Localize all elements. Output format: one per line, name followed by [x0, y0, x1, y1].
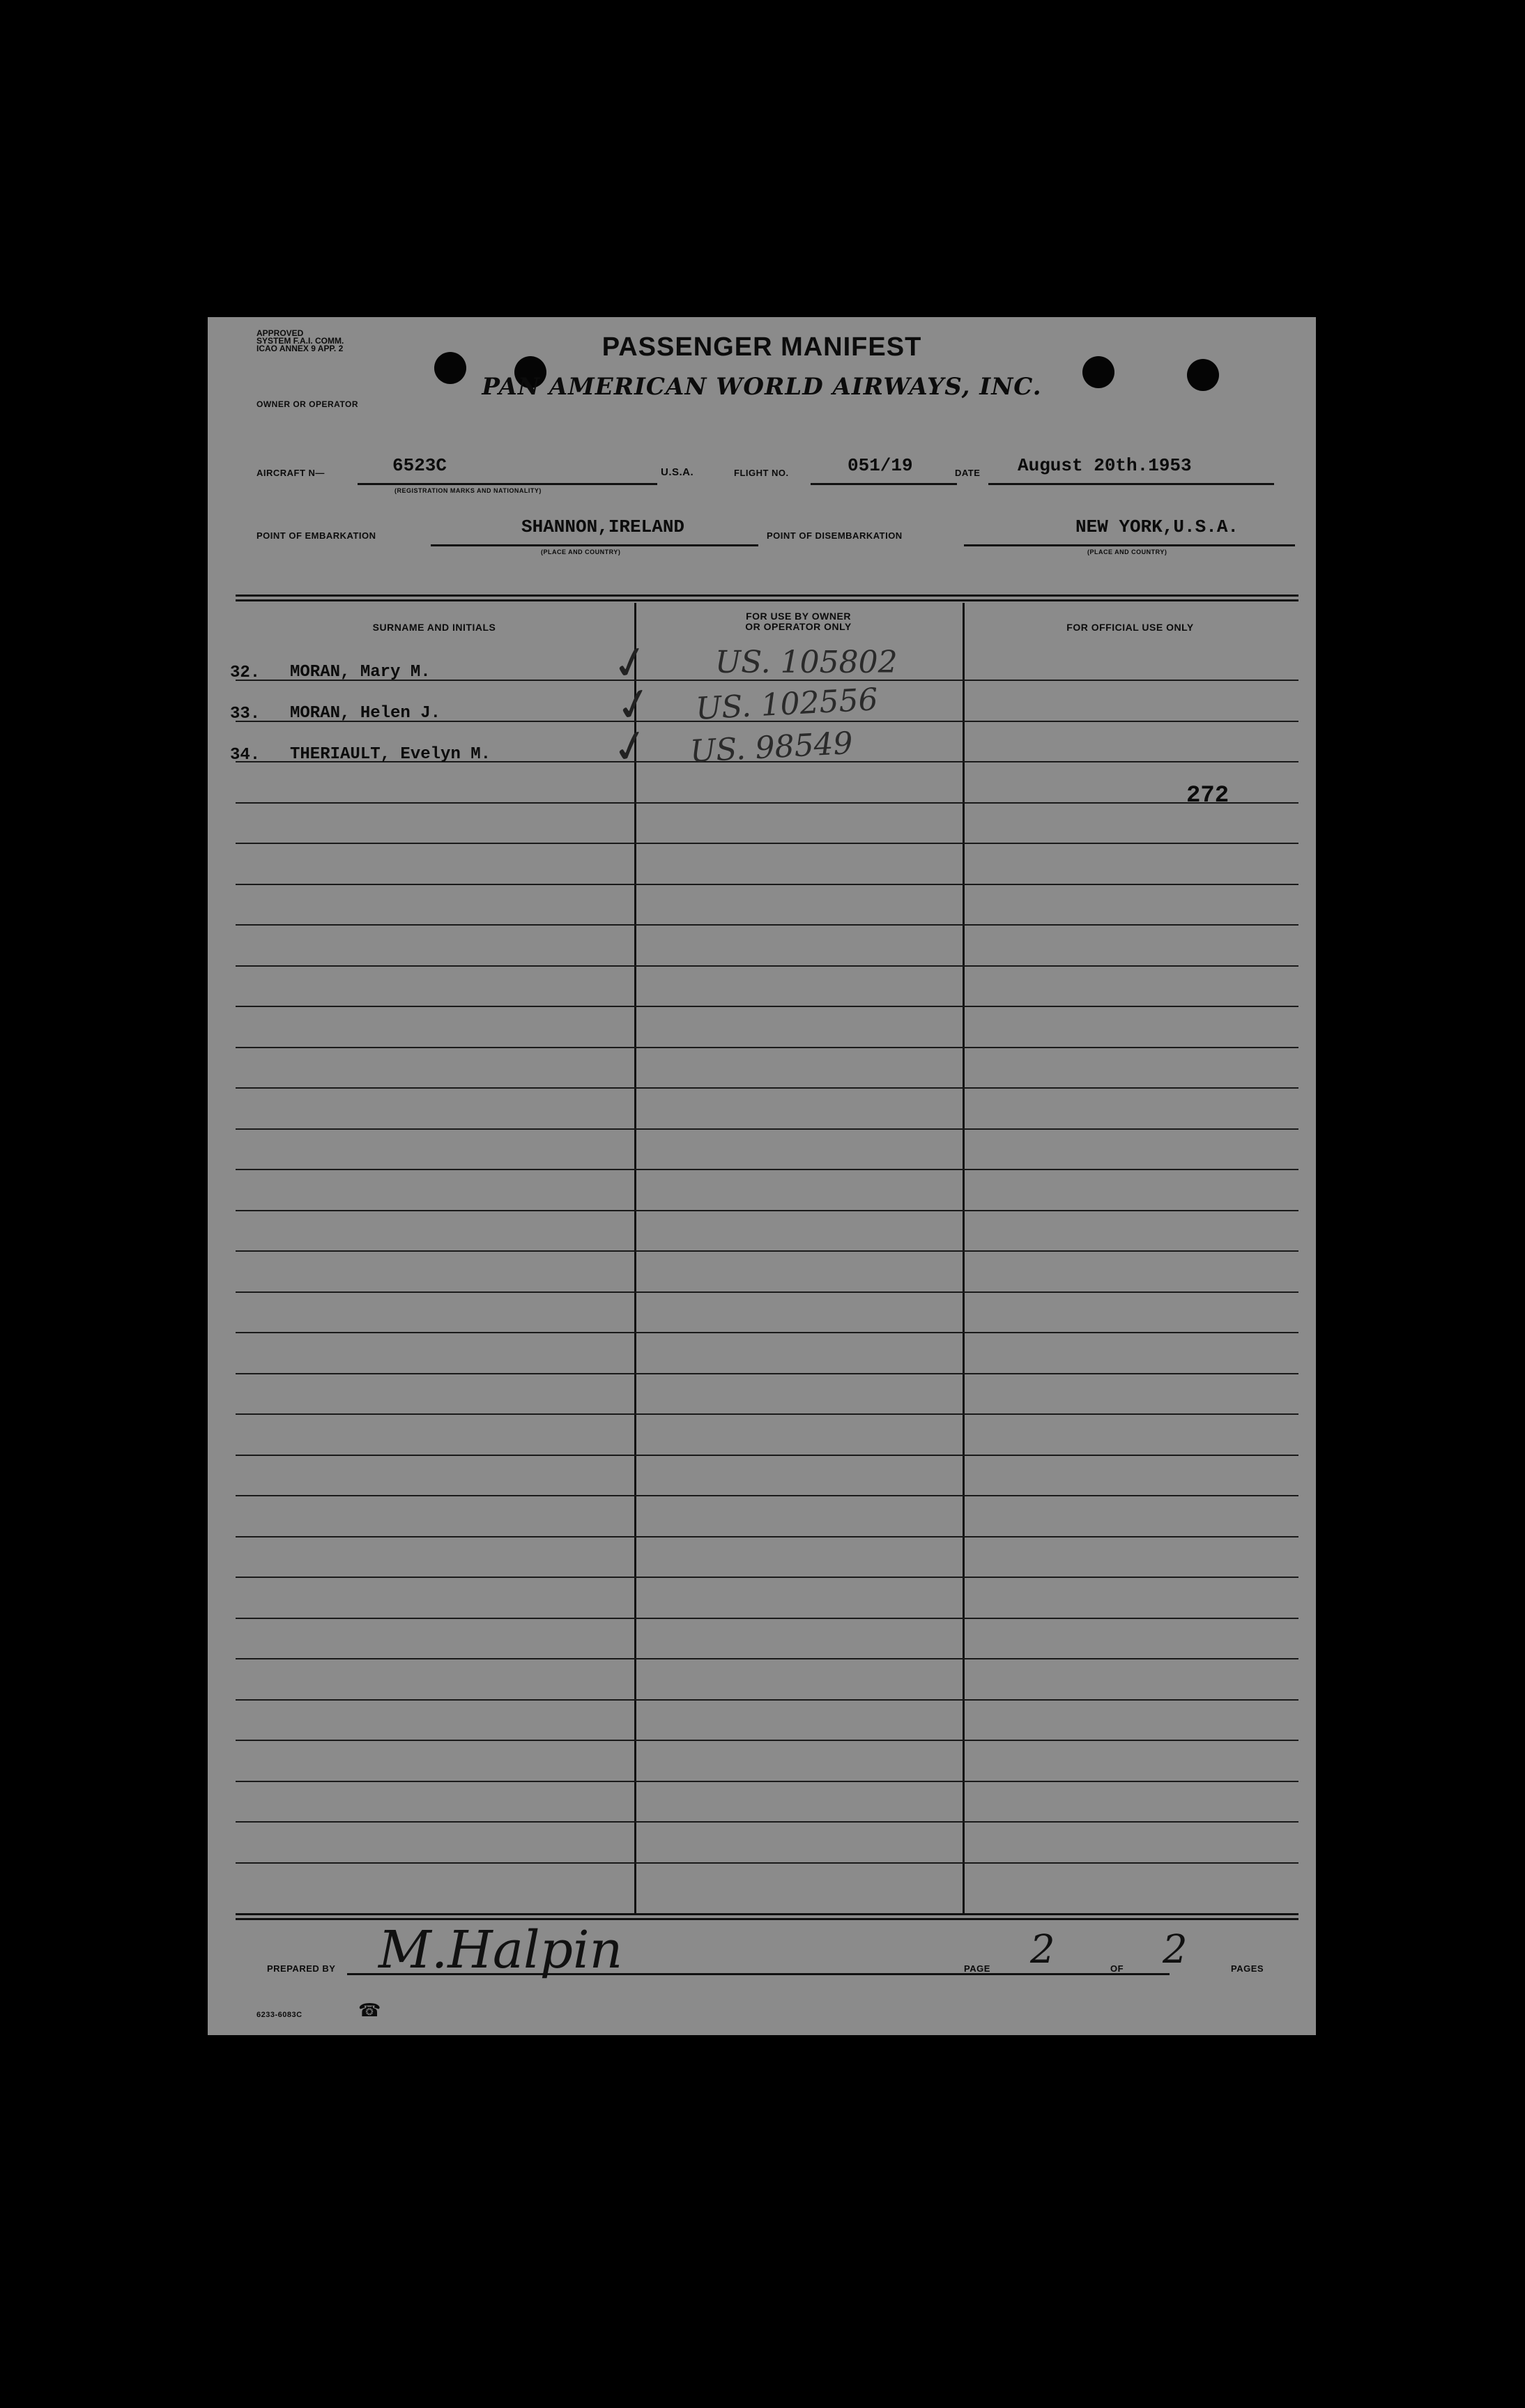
row-rule: [236, 1699, 1298, 1701]
total-pages: 2: [1163, 1927, 1188, 1972]
row-rule: [236, 1047, 1298, 1048]
row-rule: [236, 1618, 1298, 1619]
column-header-owner-use: FOR USE BY OWNER OR OPERATOR ONLY: [745, 611, 852, 632]
owner-note: US. 98549: [689, 725, 854, 770]
row-rule: [236, 884, 1298, 885]
check-mark-icon: ✓: [610, 676, 658, 735]
page-label: PAGE: [964, 1963, 990, 1974]
row-rule: [236, 924, 1298, 926]
row-rule: [236, 1821, 1298, 1823]
passenger-name: MORAN, Helen J.: [290, 704, 441, 723]
row-rule: [236, 1087, 1298, 1089]
registration-caption: (REGISTRATION MARKS AND NATIONALITY): [394, 487, 542, 494]
embarkation-caption: (PLACE AND COUNTRY): [541, 549, 621, 555]
passenger-number: 34.: [230, 746, 261, 765]
row-rule: [236, 1128, 1298, 1130]
page-number: 2: [1030, 1927, 1055, 1972]
page-title: PASSENGER MANIFEST: [601, 332, 922, 362]
flight-underline: [811, 483, 957, 485]
owner-note: US. 105802: [715, 645, 898, 680]
disembarkation-underline: [964, 544, 1295, 546]
row-rule: [236, 802, 1298, 804]
embarkation-label: POINT OF EMBARKATION: [256, 530, 376, 541]
row-rule: [236, 1373, 1298, 1374]
row-rule: [236, 1169, 1298, 1170]
flight-label: FLIGHT NO.: [734, 468, 789, 478]
row-rule: [236, 1781, 1298, 1782]
official-total: 272: [1186, 783, 1229, 809]
row-rule: [236, 1536, 1298, 1537]
owner-label: OWNER OR OPERATOR: [256, 399, 359, 409]
row-rule: [236, 843, 1298, 844]
passenger-number: 32.: [230, 664, 261, 682]
signature: M.Halpin: [378, 1920, 623, 1980]
row-rule: [236, 1291, 1298, 1293]
passenger-name: THERIAULT, Evelyn M.: [290, 745, 491, 764]
column-divider-2: [963, 603, 965, 1913]
flight-date: August 20th.1953: [1018, 455, 1192, 476]
row-rule: [236, 1332, 1298, 1333]
embarkation-place: SHANNON,IRELAND: [521, 516, 685, 537]
table-top-rule: [236, 595, 1298, 597]
of-label: OF: [1110, 1963, 1124, 1974]
aircraft-underline: [358, 483, 657, 485]
row-rule: [236, 1740, 1298, 1741]
union-label-icon: ☎: [358, 2000, 381, 2020]
column-header-surname: SURNAME AND INITIALS: [372, 622, 496, 633]
embarkation-underline: [431, 544, 758, 546]
table-top-rule-2: [236, 599, 1298, 601]
row-rule: [236, 1862, 1298, 1864]
column-divider-1: [634, 603, 636, 1913]
aircraft-number: 6523C: [392, 455, 447, 476]
row-rule: [236, 1577, 1298, 1578]
disembarkation-label: POINT OF DISEMBARKATION: [767, 530, 903, 541]
row-rule: [236, 1658, 1298, 1659]
passenger-number: 33.: [230, 705, 261, 723]
disembarkation-caption: (PLACE AND COUNTRY): [1087, 549, 1167, 555]
manifest-sheet: [208, 317, 1316, 2035]
disembarkation-place: NEW YORK,U.S.A.: [1075, 516, 1239, 537]
row-rule: [236, 1250, 1298, 1252]
date-label: DATE: [955, 468, 981, 478]
passenger-name: MORAN, Mary M.: [290, 663, 431, 682]
aircraft-label: AIRCRAFT N—: [256, 468, 325, 478]
owner-note: US. 102556: [694, 682, 879, 727]
row-rule: [236, 1455, 1298, 1456]
column-header-official-use: FOR OFFICIAL USE ONLY: [1066, 622, 1194, 633]
row-rule: [236, 1210, 1298, 1211]
row-rule: [236, 1006, 1298, 1007]
flight-number: 051/19: [848, 455, 913, 476]
check-mark-icon: ✓: [606, 718, 654, 776]
pages-label: PAGES: [1231, 1963, 1264, 1974]
table-bottom-rule: [236, 1913, 1298, 1915]
check-mark-icon: ✓: [606, 634, 654, 693]
prepared-by-label: PREPARED BY: [267, 1963, 336, 1974]
approval-note: APPROVED SYSTEM F.A.I. COMM. ICAO ANNEX 9 APP. 2: [256, 328, 344, 353]
date-underline: [988, 483, 1274, 485]
form-code: 6233-6083C: [256, 2011, 302, 2019]
nationality: U.S.A.: [661, 466, 694, 478]
row-rule: [236, 1413, 1298, 1415]
row-rule: [236, 965, 1298, 967]
row-rule: [236, 1495, 1298, 1496]
airline-name: PAN AMERICAN WORLD AIRWAYS, INC.: [482, 373, 1042, 401]
